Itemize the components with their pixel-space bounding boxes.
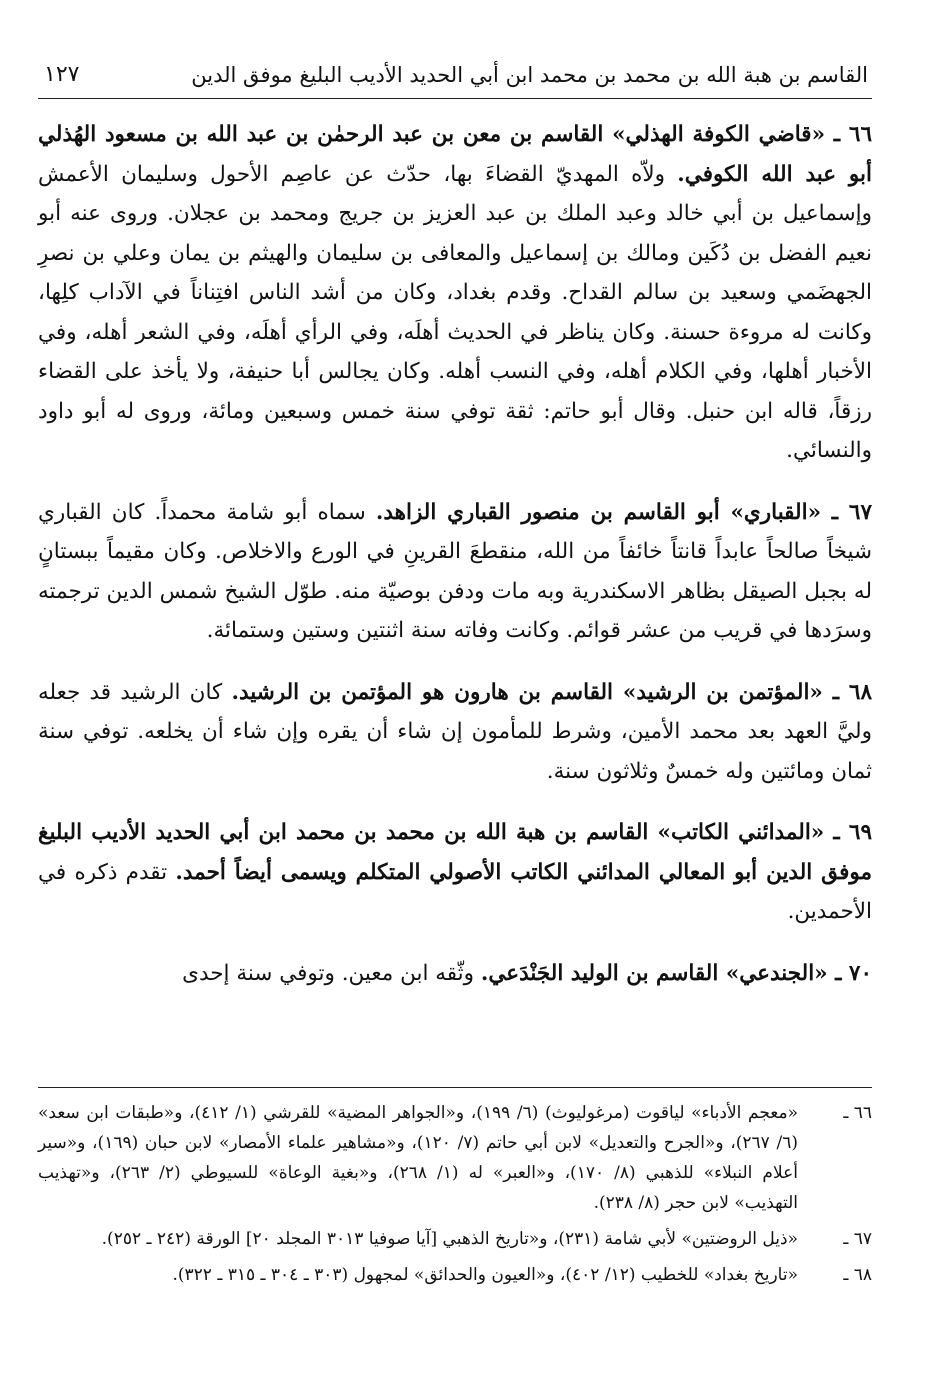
footnote-text: «ذيل الروضتين» لأبي شامة (٢٣١)، و«تاريخ الذهبي [آيا صوفيا ٣٠١٣ المجلد ٢٠] الورقة (٢٤٢ ـ ٢٥٢). <box>101 1229 798 1249</box>
entry-heading: ٦٩ ـ «المدائني الكاتب» القاسم بن هبة الله بن محمد بن محمد ابن أبي الحديد الأديب البليغ موفق الدين أبو المعالي المدائني الكاتب الأصولي المتكلم ويسمى أيضاً أحمد. <box>38 820 872 885</box>
entry-68 <box>38 673 872 792</box>
footnote-67 <box>38 1224 872 1254</box>
entry-heading: ٦٧ ـ «القباري» أبو القاسم بن منصور القباري الزاهد. <box>375 499 872 525</box>
footnote-text: «معجم الأدباء» لياقوت (مرغوليوث) (٦/ ١٩٩)، و«الجواهر المضية» للقرشي (١/ ٤١٢)، و«طبقات ابن سعد» (٦/ ٢٦٧)، و«الجرح والتعديل» لابن أبي حاتم (٧/ ١٢٠)، و«مشاهير علماء الأمصار» لابن حبان (١٦٩)، و«سير أعلام النبلاء» للذهبي (٨/ ١٧٠)، و«العبر» له (١/ ٢٦٨)، و«بغية الوعاة» للسيوطي (٢/ ٢٦٣)، و«تهذيب التهذيب» لابن حجر (٨/ ٢٣٨). <box>38 1103 798 1213</box>
entry-body: كان الرشيد قد جعله وليَّ العهد بعد محمد الأمين، وشرط للمأمون إن شاء أن يقره وإن شاء أن يخلعه. توفي سنة ثمان ومائتين وله خمسٌ وثلاثون سنة. <box>38 679 872 784</box>
entry-66 <box>38 115 872 471</box>
entry-69 <box>38 813 872 932</box>
entry-70 <box>38 954 872 994</box>
entry-body: ولاّه المهديّ القضاءَ بها، حدّث عن عاصِم الأحول وسليمان الأعمش وإسماعيل بن أبي خالد وعبد الملك بن عبد العزيز بن جريج ومحمد بن عجلان. وروى عنه أبو نعيم الفضل بن دُكَين ومالك بن إسماعيل والمعافى بن سليمان والهيثم بن يمان وعلي بن نصرِ الجهضَمي وسعيد بن سالم القداح. وقدم بغداد، وكان من أشد الناس افتِناناً في الآداب كلِها، وكانت له مروءة حسنة. وكان يناظر في الحديث أهلَه، وفي الرأي أهلَه، وفي الشعر أهله، وفي الأخبار أهلها، وفي الكلام أهله، وفي النسب أهله. وكان يجالس أبا حنيفة، ولا يأخذ على القضاء رزقاً، قاله ابن حنبل. وقال أبو حاتم: ثقة توفي سنة خمس وسبعين ومائة، وروى له أبو داود والنسائي. <box>38 161 872 463</box>
running-title: القاسم بن هبة الله بن محمد بن محمد ابن أبي الحديد الأديب البليغ موفق الدين <box>191 63 868 87</box>
footnote-text: «تاريخ بغداد» للخطيب (١٢/ ٤٠٢)، و«العيون والحدائق» لمجهول (٣٠٣ ـ ٣٠٤ ـ ٣١٥ ـ ٣٢٢). <box>172 1265 798 1285</box>
entry-heading: ٧٠ ـ «الجندعي» القاسم بن الوليد الجَنْدَعي. <box>480 960 872 986</box>
entry-body: سماه أبو شامة محمداً. كان القباري شيخاً صالحاً عابداً قانتاً خائفاً من الله، منقطعَ القرينِ في الورع والاخلاص. وكان مقيماً ببستانٍ له بجبل الصيقل بظاهر الاسكندرية وبه مات ودفن بوصيّة منه. طوّل الشيخ شمس الدين ترجمته وسرَدها في قريب من عشر قوائم. وكانت وفاته سنة اثنتين وستين وستمائة. <box>38 499 872 643</box>
page-number: ١٢٧ <box>44 62 80 87</box>
entry-body: تقدم ذكره في الأحمدين. <box>38 859 872 924</box>
entry-heading: ٦٨ ـ «المؤتمن بن الرشيد» القاسم بن هارون هو المؤتمن بن الرشيد. <box>231 679 872 705</box>
entry-heading: ٦٦ ـ «قاضي الكوفة الهذلي» القاسم بن معن بن عبد الرحمٰن بن عبد الله بن مسعود الهُذلي أبو عبد الله الكوفي. <box>38 122 873 187</box>
footnote-number: ٦٨ ـ <box>843 1265 872 1285</box>
entry-67 <box>38 493 872 651</box>
footnote-68 <box>38 1260 872 1290</box>
running-header <box>38 60 872 99</box>
footnote-66 <box>38 1098 872 1218</box>
footnotes <box>38 1087 872 1296</box>
entry-body: وثّقه ابن معين. وتوفي سنة إحدى <box>182 960 481 986</box>
entries <box>38 115 872 993</box>
footnote-number: ٦٦ ـ <box>843 1103 872 1123</box>
footnote-number: ٦٧ ـ <box>843 1229 872 1249</box>
